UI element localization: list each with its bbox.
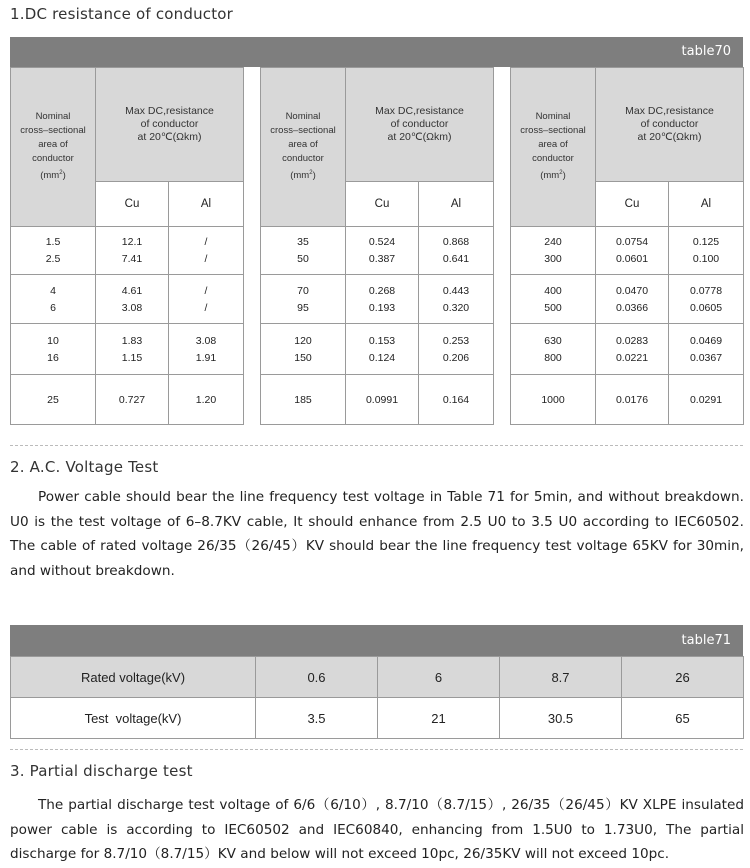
nominal-area-header: Nominal cross–sectional area of conductor $(mm^2)$ [11, 68, 96, 227]
al-column-header: Al [419, 182, 494, 227]
table-row: 25 0.727 1.20 [11, 375, 244, 425]
table-row: 120 150 0.153 0.124 0.253 0.206 [261, 324, 494, 375]
rated-voltage-label: Rated voltage(kV) [11, 657, 256, 698]
dc-resistance-table-group-2 [260, 67, 494, 425]
table-row: 10 16 1.83 1.15 3.08 1.91 [11, 324, 244, 375]
cu-column-header: Cu [96, 182, 169, 227]
section1-title: 1.DC resistance of conductor [10, 5, 234, 23]
cu-column-header: Cu [346, 182, 419, 227]
al-column-header: Al [669, 182, 744, 227]
section2-title: 2. A.C. Voltage Test [10, 458, 159, 476]
table-row: 240 300 0.0754 0.0601 0.125 0.100 [511, 227, 744, 275]
table-row: Rated voltage(kV) 0.6 6 8.7 26 [11, 657, 744, 698]
section2-paragraph: Power cable should bear the line frequency test voltage in Table 71 for 5min, and without breakdown. U0 is the test voltage of 6–8.7KV cable, It should enhance from 2.5 U0 to 3.5 U0 according to IEC60502. The cable of rated voltage 26/35（26/45）KV should bear the line frequency test voltage 65KV for 30min, and without breakdown. [10, 489, 744, 579]
section-divider [10, 749, 743, 750]
dc-resistance-table-group-3 [510, 67, 744, 425]
table-row: 185 0.0991 0.164 [261, 375, 494, 425]
table-row: 70 95 0.268 0.193 0.443 0.320 [261, 275, 494, 324]
table70-tag: table70 [681, 44, 731, 59]
table70-tag-bar [10, 37, 743, 67]
table-row: 1000 0.0176 0.0291 [511, 375, 744, 425]
table-row: 400 500 0.0470 0.0366 0.0778 0.0605 [511, 275, 744, 324]
section-divider [10, 445, 743, 446]
table-row: 1.5 2.5 12.1 7.41 / / [11, 227, 244, 275]
section3-paragraph: The partial discharge test voltage of 6/6（6/10）, 8.7/10（8.7/15）, 26/35（26/45）KV XLPE insulated power cable is according to IEC60502 and IEC60840, enhancing from 1.5U0 to 1.73U0, The partial discharge for 8.7/10（8.7/15）KV and below will not exceed 10pc, 26/35KV will not exceed 10pc. [10, 797, 744, 862]
table-row: Test voltage(kV) 3.5 21 30.5 65 [11, 698, 744, 739]
test-voltage-label: Test voltage(kV) [11, 698, 256, 739]
max-dc-resistance-header: Max DC,resistance of conductor at 20℃(Ωkm) [596, 68, 744, 182]
table71-tag-bar [10, 625, 743, 656]
table71-tag: table71 [681, 633, 731, 648]
al-column-header: Al [169, 182, 244, 227]
ac-voltage-table [10, 656, 744, 739]
max-dc-resistance-header: Max DC,resistance of conductor at 20℃(Ωkm) [96, 68, 244, 182]
dc-resistance-table-group-1 [10, 67, 244, 425]
nominal-area-header: Nominal cross–sectional area of conductor $(mm^2)$ [261, 68, 346, 227]
nominal-area-header: Nominal cross–sectional area of conductor $(mm^2)$ [511, 68, 596, 227]
table-row: 630 800 0.0283 0.0221 0.0469 0.0367 [511, 324, 744, 375]
cu-column-header: Cu [596, 182, 669, 227]
max-dc-resistance-header: Max DC,resistance of conductor at 20℃(Ωkm) [346, 68, 494, 182]
table-row: 35 50 0.524 0.387 0.868 0.641 [261, 227, 494, 275]
table-row: 4 6 4.61 3.08 / / [11, 275, 244, 324]
section3-title: 3. Partial discharge test [10, 762, 193, 780]
